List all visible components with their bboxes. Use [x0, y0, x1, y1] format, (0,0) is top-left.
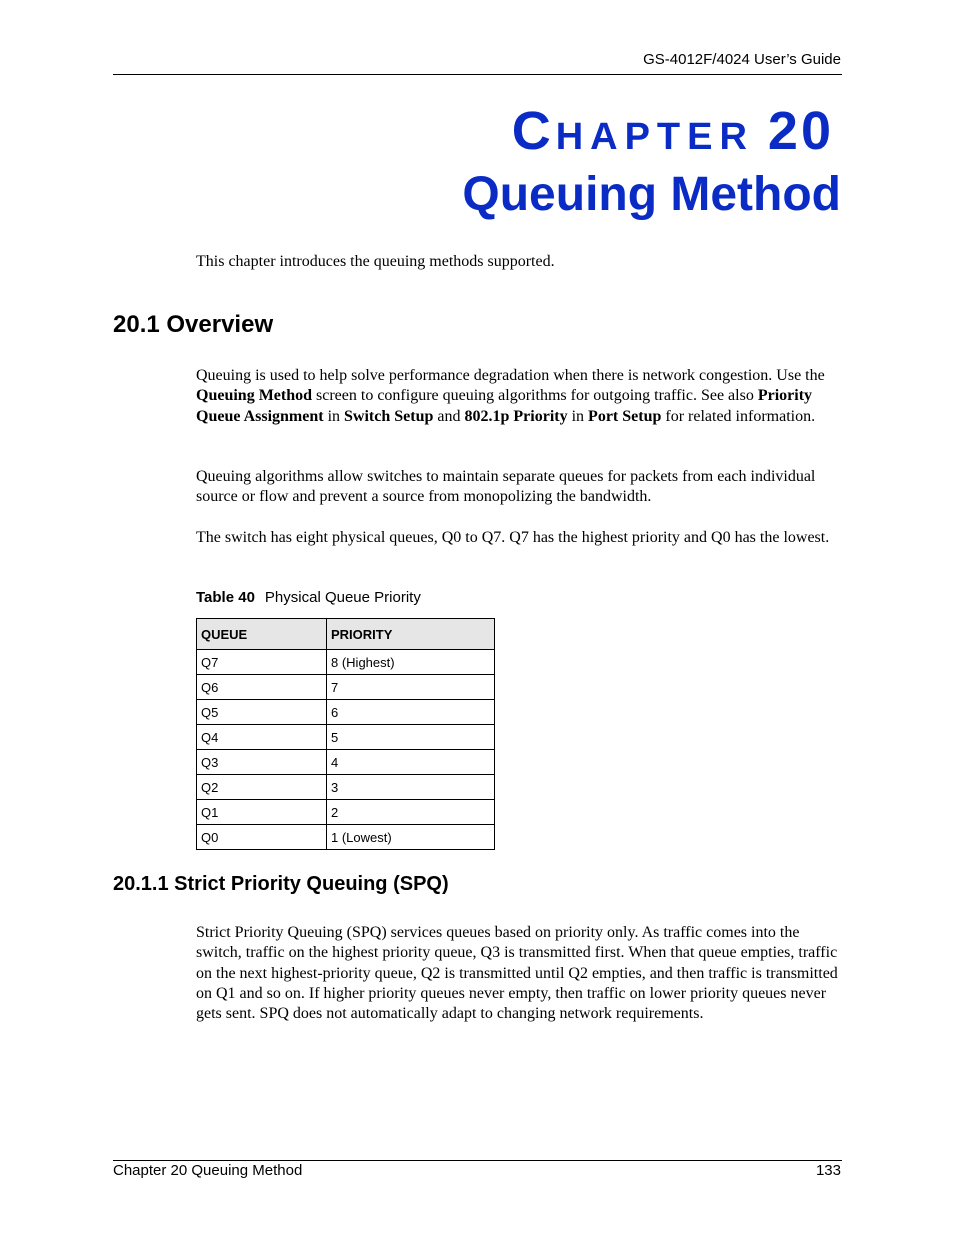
- chapter-label-rest: HAPTER: [555, 116, 754, 158]
- bold-term: Queuing Method: [196, 387, 313, 405]
- priority-cell: 2: [327, 800, 495, 825]
- chapter-title: Queuing Method: [462, 168, 841, 221]
- priority-cell: 7: [327, 675, 495, 700]
- table-row: [197, 800, 495, 825]
- column-header-queue: QUEUE: [197, 619, 327, 650]
- page-number: 133: [815, 1162, 841, 1179]
- table-row: [197, 650, 495, 675]
- text-run: screen to configure queuing algorithms for outgoing traffic. See also: [312, 387, 758, 405]
- chapter-label: [512, 98, 834, 170]
- footer-chapter-ref: Chapter 20 Queuing Method: [113, 1162, 303, 1179]
- column-header-priority: PRIORITY: [327, 619, 495, 650]
- physical-queue-priority-table: [196, 618, 495, 850]
- overview-paragraph-2: Queuing algorithms allow switches to maintain separate queues for packets from each individual source or flow and prevent a source from monopolizing the bandwidth.: [196, 468, 816, 506]
- chapter-label-initial: C: [511, 101, 556, 161]
- priority-cell: 4: [327, 750, 495, 775]
- overview-paragraph-1: [196, 366, 846, 427]
- table-row: [197, 675, 495, 700]
- bold-term: Priority Queue Assignment: [196, 387, 813, 425]
- text-run: in: [567, 407, 589, 425]
- queue-cell: Q4: [197, 725, 327, 750]
- footer-rule: [113, 1160, 842, 1161]
- queue-cell: Q1: [197, 800, 327, 825]
- text-run: Queuing is used to help solve performance degradation when there is network congestion. Use the: [196, 367, 825, 384]
- text-run: in: [323, 407, 345, 425]
- intro-paragraph: This chapter introduces the queuing methods supported.: [196, 253, 555, 270]
- table-header-row: [197, 619, 495, 650]
- text-run: and: [433, 407, 465, 425]
- priority-cell: 8 (Highest): [327, 650, 495, 675]
- section-heading-overview: 20.1 Overview: [113, 311, 274, 338]
- text-run: for related information.: [661, 407, 816, 425]
- priority-cell: 5: [327, 725, 495, 750]
- table-row: [197, 825, 495, 850]
- queue-cell: Q0: [197, 825, 327, 850]
- queue-cell: Q3: [197, 750, 327, 775]
- table-caption-label: Table 40: [196, 589, 255, 606]
- bold-term: 802.1p Priority: [464, 407, 568, 425]
- spq-paragraph: Strict Priority Queuing (SPQ) services queues based on priority only. As traffic comes into the switch, traffic on the highest priority queue, Q3 is transmitted first. When that queue empties, traffic on the next highest-priority queue, Q2 is transmitted until Q2 empties, and then traffic is transmitted on Q1 and so on. If higher priority queues never empty, then traffic on lower priority queues never gets sent. SPQ does not automatically adapt to changing network requirements.: [196, 924, 838, 1023]
- bold-term: Switch Setup: [344, 407, 434, 425]
- table-row: [197, 750, 495, 775]
- table-caption: [196, 589, 421, 606]
- section-heading-spq: 20.1.1 Strict Priority Queuing (SPQ): [113, 873, 449, 895]
- running-header: GS-4012F/4024 User’s Guide: [643, 51, 841, 68]
- chapter-number: 20: [767, 101, 834, 161]
- table-row: [197, 725, 495, 750]
- table-row: [197, 775, 495, 800]
- priority-cell: 3: [327, 775, 495, 800]
- queue-cell: Q2: [197, 775, 327, 800]
- queue-cell: Q5: [197, 700, 327, 725]
- table-caption-text: Physical Queue Priority: [264, 589, 421, 606]
- priority-cell: 1 (Lowest): [327, 825, 495, 850]
- header-rule: [113, 74, 842, 75]
- table-row: [197, 700, 495, 725]
- queue-cell: Q6: [197, 675, 327, 700]
- priority-cell: 6: [327, 700, 495, 725]
- bold-term: Port Setup: [588, 407, 662, 425]
- overview-paragraph-3: The switch has eight physical queues, Q0 to Q7. Q7 has the highest priority and Q0 has the lowest.: [196, 529, 830, 546]
- queue-cell: Q7: [197, 650, 327, 675]
